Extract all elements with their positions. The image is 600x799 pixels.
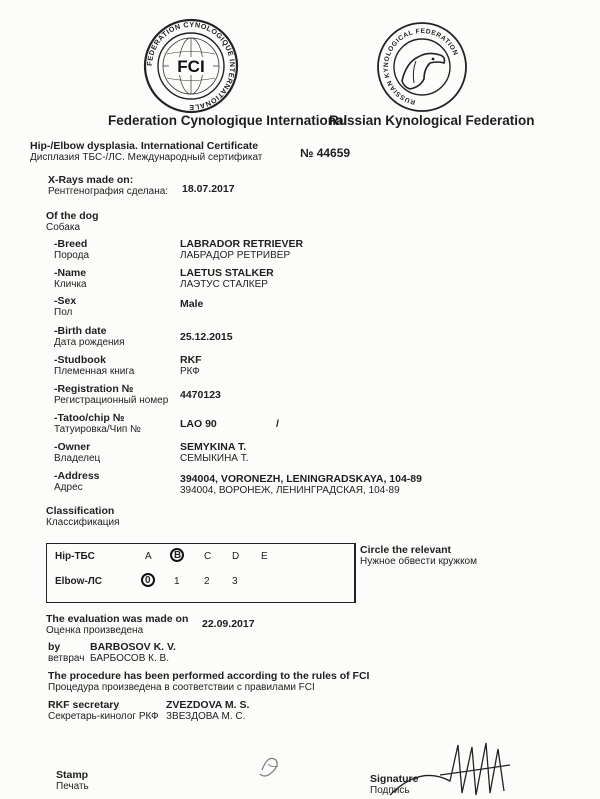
chip-value: LAO 90 bbox=[180, 418, 217, 430]
secretary-name: ZVEZDOVA M. S. bbox=[166, 699, 250, 711]
signature-label: Signature bbox=[370, 773, 419, 785]
svg-text:RUSSIAN KYNOLOGICAL FEDERATION: RUSSIAN KYNOLOGICAL FEDERATION bbox=[382, 27, 459, 106]
evaluation-label-ru: Оценка произведена bbox=[46, 625, 144, 636]
procedure-text-ru: Процедура произведена в соответствии с правилами FCI bbox=[48, 682, 315, 693]
elbow-grade-0: 0 bbox=[145, 575, 151, 586]
svg-text:FEDERATION CYNOLOGIQUE INTERNA: FEDERATION CYNOLOGIQUE INTERNATIONALE bbox=[144, 19, 238, 113]
xray-label: X-Rays made on: bbox=[48, 174, 134, 186]
studbook-value: RKF bbox=[180, 354, 202, 366]
svg-text:FCI: FCI bbox=[177, 57, 205, 76]
chip-label: -Tatoo/chip № bbox=[54, 412, 125, 424]
chip-slash: / bbox=[276, 418, 279, 430]
secretary-name-ru: ЗВЕЗДОВА М. С. bbox=[166, 711, 246, 722]
name-label: -Name bbox=[54, 267, 87, 279]
certificate-number: № 44659 bbox=[300, 146, 351, 160]
chip-label-ru: Татуировка/Чип № bbox=[54, 424, 141, 435]
studbook-label: -Studbook bbox=[54, 354, 106, 366]
breed-label: -Breed bbox=[54, 238, 88, 250]
fci-logo bbox=[136, 16, 246, 116]
hip-grade-c: C bbox=[204, 551, 212, 562]
breed-value-ru: ЛАБРАДОР РЕТРИВЕР bbox=[180, 250, 291, 261]
classification-label: Classification bbox=[46, 505, 115, 517]
registration-label-ru: Регистрационный номер bbox=[54, 395, 169, 406]
registration-value: 4470123 bbox=[180, 389, 221, 401]
sex-value: Male bbox=[180, 298, 204, 310]
hip-label: Hip-ТБС bbox=[55, 551, 95, 562]
stamp-label: Stamp bbox=[56, 769, 89, 781]
signature-label-ru: Подпись bbox=[370, 785, 410, 796]
procedure-text: The procedure has been performed according to the rules of FCI bbox=[48, 670, 370, 682]
fci-org-name: Federation Cynologique International bbox=[108, 113, 348, 128]
owner-label-ru: Владелец bbox=[54, 453, 101, 464]
vet-by-label: by bbox=[48, 641, 61, 653]
circle-note-ru: Нужное обвести кружком bbox=[360, 556, 477, 567]
circle-note: Circle the relevant bbox=[360, 544, 452, 556]
rkf-logo bbox=[376, 21, 468, 113]
elbow-grade-1: 1 bbox=[174, 576, 180, 587]
elbow-label: Elbow-ЛС bbox=[55, 576, 103, 587]
signature-scribble bbox=[380, 735, 520, 799]
birth-label: -Birth date bbox=[54, 325, 107, 337]
secretary-label-ru: Секретарь-кинолог РКФ bbox=[48, 711, 159, 722]
vet-name-ru: БАРБОСОВ К. В. bbox=[90, 653, 169, 664]
address-value-ru: 394004, ВОРОНЕЖ, ЛЕНИНГРАДСКАЯ, 104-89 bbox=[180, 485, 400, 496]
vet-by-label-ru: ветврач bbox=[48, 653, 85, 664]
elbow-grade-3: 3 bbox=[232, 576, 238, 587]
elbow-grade-2: 2 bbox=[204, 576, 210, 587]
dog-section-label-ru: Собака bbox=[46, 222, 80, 233]
vet-name: BARBOSOV K. V. bbox=[90, 641, 176, 653]
studbook-label-ru: Племенная книга bbox=[54, 366, 135, 377]
address-label-ru: Адрес bbox=[54, 482, 83, 493]
hip-grade-b: B bbox=[174, 550, 182, 561]
xray-date: 18.07.2017 bbox=[182, 183, 235, 195]
birth-label-ru: Дата рождения bbox=[54, 337, 125, 348]
hip-grade-a: A bbox=[145, 551, 152, 562]
owner-value-ru: СЕМЫКИНА Т. bbox=[180, 453, 249, 464]
hip-grade-d: D bbox=[232, 551, 240, 562]
name-value: LAETUS STALKER bbox=[180, 267, 274, 279]
address-value: 394004, VORONEZH, LENINGRADSKAYA, 104-89 bbox=[180, 473, 422, 485]
registration-label: -Registration № bbox=[54, 383, 134, 395]
certificate-title: Hip-/Elbow dysplasia. International Certificate bbox=[30, 140, 259, 152]
stamp-mark bbox=[250, 744, 290, 784]
owner-value: SEMYKINA T. bbox=[180, 441, 247, 453]
rkf-org-name: Russian Kynological Federation bbox=[329, 113, 535, 128]
evaluation-label: The evaluation was made on bbox=[46, 613, 189, 625]
classification-label-ru: Классификация bbox=[46, 517, 120, 528]
sex-label-ru: Пол bbox=[54, 307, 73, 318]
studbook-value-ru: РКФ bbox=[180, 366, 200, 377]
certificate-title-ru: Дисплазия ТБС-/ЛС. Международный сертификат bbox=[30, 152, 263, 163]
owner-label: -Owner bbox=[54, 441, 91, 453]
evaluation-date: 22.09.2017 bbox=[202, 618, 255, 630]
stamp-label-ru: Печать bbox=[56, 781, 89, 792]
name-value-ru: ЛАЭТУС СТАЛКЕР bbox=[180, 279, 268, 290]
xray-label-ru: Рентгенография сделана: bbox=[48, 186, 169, 197]
sex-label: -Sex bbox=[54, 295, 77, 307]
hip-grade-e: E bbox=[261, 551, 268, 562]
breed-label-ru: Порода bbox=[54, 250, 90, 261]
secretary-label: RKF secretary bbox=[48, 699, 120, 711]
address-label: -Address bbox=[54, 470, 100, 482]
dog-section-label: Of the dog bbox=[46, 210, 99, 222]
name-label-ru: Кличка bbox=[54, 279, 87, 290]
birth-value: 25.12.2015 bbox=[180, 331, 233, 343]
breed-value: LABRADOR RETRIEVER bbox=[180, 238, 304, 250]
